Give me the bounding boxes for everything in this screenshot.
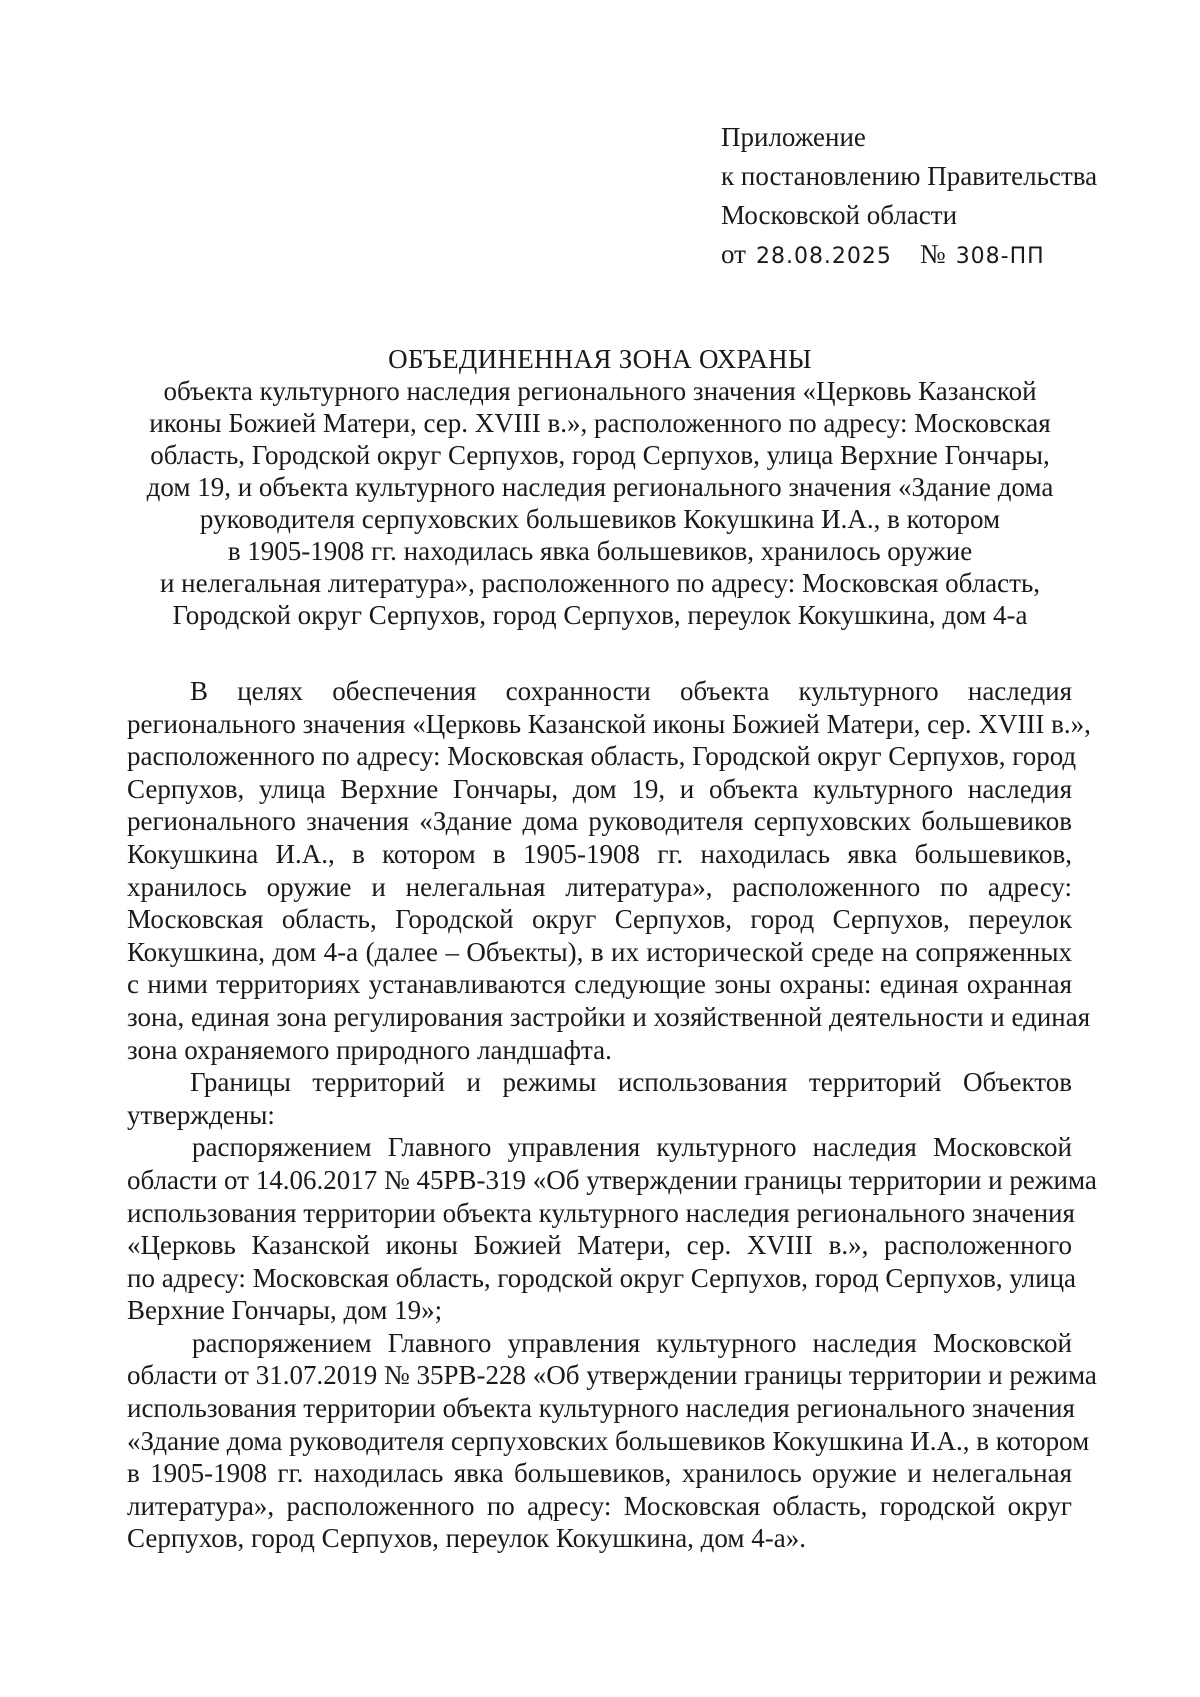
handwritten-number: 308-ПП: [955, 244, 1045, 269]
text-line: использования территории объекта культурного наследия регионального значения: [127, 1393, 1075, 1424]
text-line: использования территории объекта культурного наследия регионального значения: [127, 1197, 1075, 1228]
paragraph-boundaries: [127, 1066, 1072, 1131]
title-line: в 1905-1908 гг. находилась явка большевиков, хранилось оружие: [227, 536, 973, 566]
handwritten-date: 28.08.2025: [755, 244, 892, 269]
text-line: по адресу: Московская область, городской округ Серпухов, город Серпухов, улица: [127, 1262, 1077, 1293]
text-line: зона охраняемого природного ландшафта.: [127, 1034, 612, 1065]
paragraph-order-2017: [127, 1131, 1097, 1327]
document-title: [140, 343, 1060, 631]
number-prefix: №: [919, 239, 946, 269]
title-line: и нелегальная литература», расположенного по адресу: Московская область,: [159, 568, 1041, 598]
text-line: области от 31.07.2019 № 35РВ-228 «Об утверждении границы территории и режима: [127, 1360, 1097, 1391]
title-line: дом 19, и объекта культурного наследия регионального значения «Здание дома: [146, 472, 1054, 502]
paragraph-preamble: [127, 675, 1091, 1066]
text-line: Границы территорий и режимы использования территорий Объектов: [190, 1067, 1072, 1098]
text-line: Серпухов, улица Верхние Гончары, дом 19, и объекта культурного наследия: [127, 773, 1072, 804]
text-line: Серпухов, город Серпухов, переулок Кокушкина, дом 4-а».: [127, 1523, 806, 1554]
text-line: Московская область, Городской округ Серпухов, город Серпухов, переулок: [127, 904, 1072, 935]
appendix-line-2: к постановлению Правительства: [721, 161, 1098, 191]
text-line: регионального значения «Церковь Казанской иконы Божией Матери, сер. XVIII в.»,: [127, 708, 1091, 739]
title-line: иконы Божией Матери, сер. XVIII в.», расположенного по адресу: Московская: [149, 408, 1051, 438]
text-line: с ними территориях устанавливаются следующие зоны охраны: единая охранная: [127, 969, 1072, 1000]
text-line: «Здание дома руководителя серпуховских большевиков Кокушкина И.А., в котором: [127, 1425, 1090, 1456]
text-line: литература», расположенного по адресу: Московская область, городской округ: [127, 1490, 1072, 1521]
text-line: Кокушкина И.А., в котором в 1905-1908 гг. находилась явка большевиков,: [127, 838, 1072, 869]
text-line: Верхние Гончары, дом 19»;: [127, 1295, 443, 1326]
appendix-line-1: Приложение: [721, 122, 866, 152]
document-body: [127, 675, 1097, 1555]
title-line: объекта культурного наследия регионального значения «Церковь Казанской: [163, 376, 1037, 406]
text-line: распоряжением Главного управления культурного наследия Московской: [192, 1132, 1072, 1163]
text-line: Кокушкина, дом 4-а (далее – Объекты), в их исторической среде на сопряженных: [127, 936, 1072, 967]
appendix-date-line: [721, 235, 1097, 276]
appendix-header: [721, 118, 1097, 276]
text-line: «Церковь Казанской иконы Божией Матери, сер. XVIII в.», расположенного: [127, 1230, 1072, 1261]
date-prefix: от: [721, 239, 746, 269]
title-line: руководителя серпуховских большевиков Кокушкина И.А., в котором: [199, 504, 1001, 534]
text-line: зона, единая зона регулирования застройки и хозяйственной деятельности и единая: [127, 1001, 1091, 1032]
title-line: область, Городской округ Серпухов, город Серпухов, улица Верхние Гончары,: [150, 440, 1050, 470]
paragraph-order-2019: [127, 1327, 1097, 1555]
appendix-line-3: Московской области: [721, 200, 958, 230]
text-line: распоряжением Главного управления культурного наследия Московской: [192, 1327, 1072, 1358]
text-line: области от 14.06.2017 № 45РВ-319 «Об утверждении границы территории и режима: [127, 1164, 1097, 1195]
text-line: хранилось оружие и нелегальная литература», расположенного по адресу:: [127, 871, 1072, 902]
text-line: в 1905-1908 гг. находилась явка большевиков, хранилось оружие и нелегальная: [127, 1458, 1072, 1489]
text-line: утверждены:: [127, 1099, 275, 1130]
title-heading: ОБЪЕДИНЕННАЯ ЗОНА ОХРАНЫ: [388, 344, 812, 374]
text-line: В целях обеспечения сохранности объекта культурного наследия: [190, 676, 1072, 706]
text-line: регионального значения «Здание дома руководителя серпуховских большевиков: [127, 806, 1072, 837]
text-line: расположенного по адресу: Московская область, Городской округ Серпухов, город: [127, 741, 1077, 772]
title-line: Городской округ Серпухов, город Серпухов, переулок Кокушкина, дом 4-а: [172, 600, 1028, 630]
